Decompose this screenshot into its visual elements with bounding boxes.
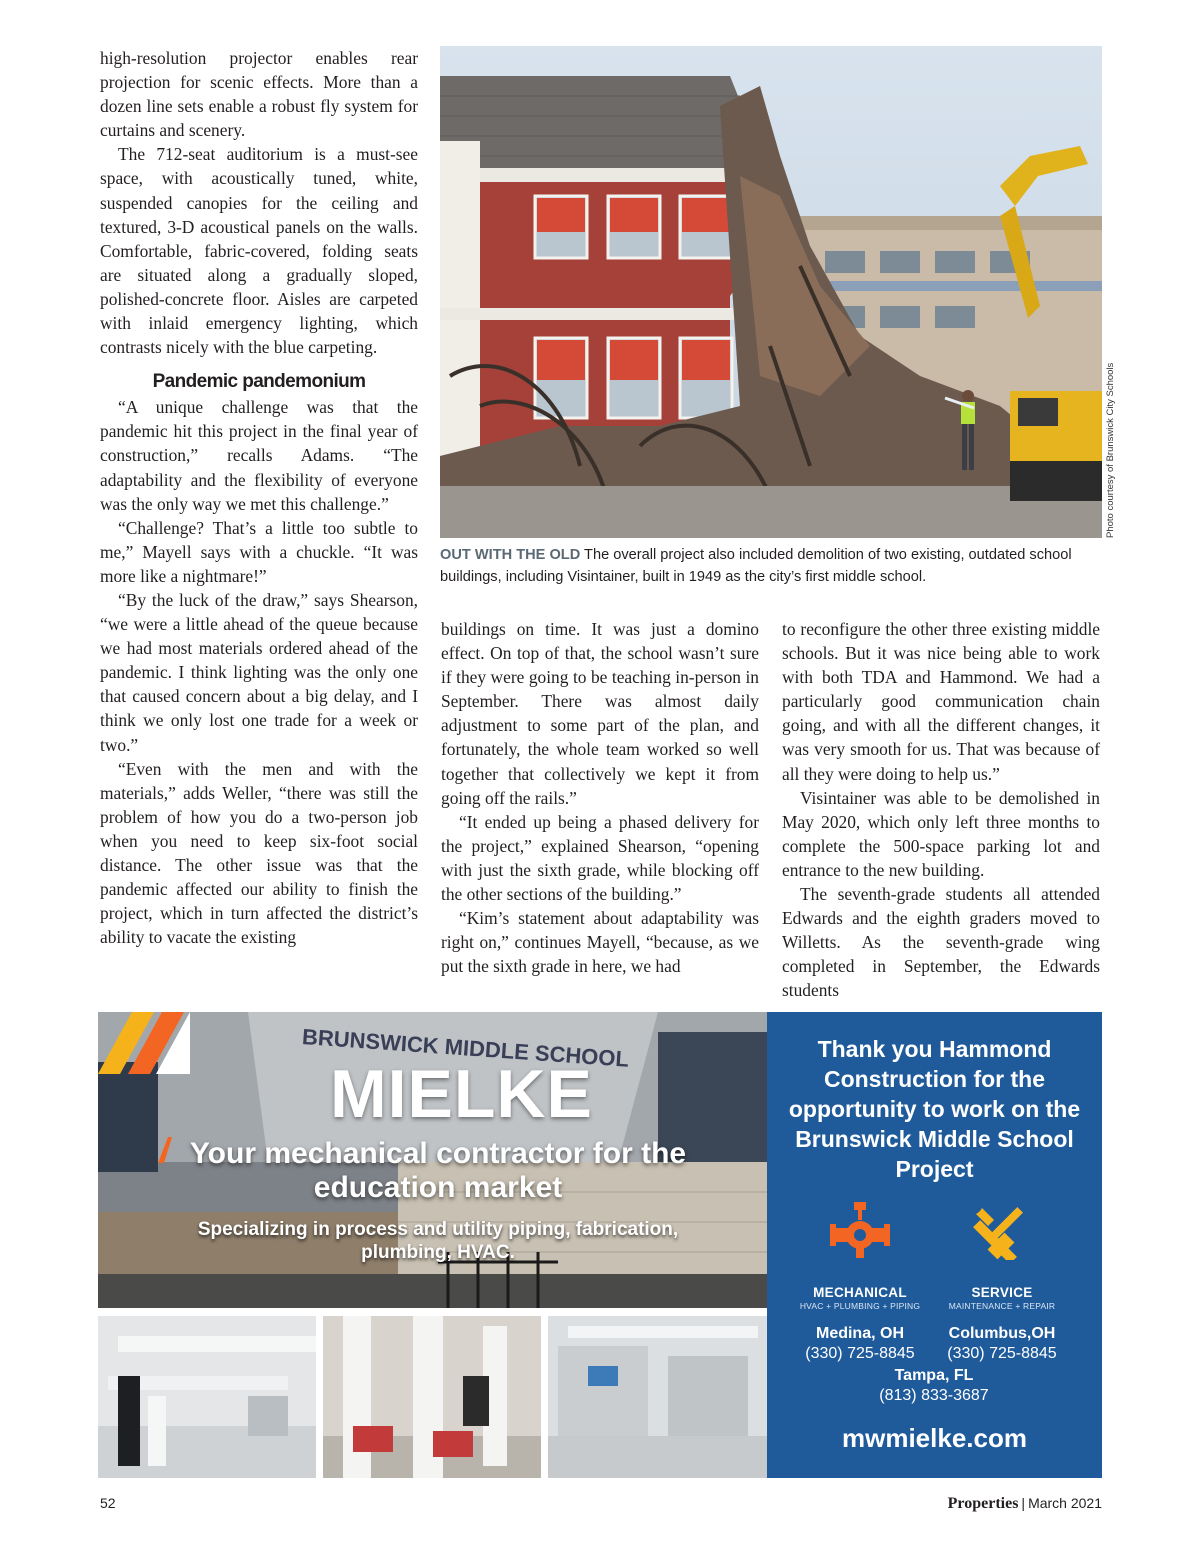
service-repair: [927, 1200, 1077, 1312]
pump-room-illustration: [323, 1316, 541, 1478]
service-mechanical: [785, 1200, 935, 1312]
article-column-3: [782, 617, 1100, 1003]
service-name: MECHANICAL: [813, 1285, 907, 1300]
location-city: Columbus,OH: [948, 1325, 1056, 1342]
paragraph: “By the luck of the draw,” says Shearson, “we were a little ahead of the queue because we had most materials ordered ahead of the pandemic. I think lighting was the only one that caused concern about a big delay, and I think we only lost one trade for a week or two.”: [100, 589, 418, 755]
photo-credit: Photo courtesy of Brunswick City Schools: [1105, 362, 1116, 538]
ad-info-panel: [767, 1012, 1102, 1478]
location-phone: (330) 725-8845: [947, 1345, 1057, 1362]
accent-mark-icon: [158, 1137, 172, 1163]
brand-name: MIELKE: [330, 1056, 593, 1132]
location-phone: (330) 725-8845: [805, 1345, 915, 1362]
ad-hero-image: [98, 1012, 767, 1308]
article-column-1: [100, 46, 418, 949]
ad-tagline: Your mechanical contractor for the education market: [158, 1137, 718, 1205]
paragraph: “Even with the men and with the materials,” adds Weller, “there was still the problem of how you do a two-person job when you need to keep six-foot social distance. The other issue was that the pandemic affected our ability to finish the project, which in turn affected the district’s ability to vacate the existing: [100, 758, 418, 948]
thank-you-message: Thank you Hammond Construction for the opportunity to work on the Brunswick Middle School Project: [788, 1036, 1081, 1182]
paragraph: buildings on time. It was just a domino effect. On top of that, the school wasn’t sure if they were going to be teaching in-person in September. There was almost daily adjustment to some part of the plan, and fortunately, the whole team worked so well together that collectively we kept it from going off the rails.”: [441, 619, 759, 808]
ad-specialty: Specializing in process and utility piping, fabrication, plumbing, HVAC.: [197, 1219, 679, 1263]
service-subtitle: MAINTENANCE + REPAIR: [948, 1301, 1056, 1311]
paragraph: “Kim’s statement about adaptability was right on,” continues Mayell, “because, as we put the sixth grade in here, we had: [441, 908, 759, 977]
demolition-photo: [440, 46, 1102, 538]
footer-separator: |: [1021, 1495, 1026, 1511]
service-subtitle: HVAC + PLUMBING + PIPING: [799, 1301, 921, 1311]
paragraph: “A unique challenge was that the pandemic hit this project in the final year of construction,” recalls Adams. “The adaptability and the flexibility of everyone was the only way we met this challenge.”: [100, 397, 418, 514]
paragraph: The 712-seat auditorium is a must-see space, with acoustically tuned, white, suspended canopies for the ceiling and textured, 3-D acoustical panels on the walls. Comfortable, fabric-covered, folding seats are situated along a gradually sloped, polished-concrete floor. Aisles are carpeted with inlaid emergency lighting, which contrasts nicely with the blue carpeting.: [100, 144, 418, 358]
ad-photo-3: [548, 1316, 767, 1478]
location-columbus: [927, 1324, 1077, 1364]
paragraph: high-resolution projector enables rear projection for scenic effects. More than a dozen line sets enable a robust fly system for curtains and scenery.: [100, 48, 418, 141]
building-sign: BRUNSWICK MIDDLE SCHOOL: [301, 1024, 630, 1072]
location-tampa: [859, 1366, 1009, 1406]
article-column-2: [441, 617, 759, 978]
caption-text: The overall project also included demolition of two existing, outdated school buildings, including Visintainer, built in 1949 as the city’s first middle school.: [440, 547, 1072, 585]
publication-name: Properties: [947, 1495, 1019, 1512]
location-city: Tampa, FL: [894, 1367, 974, 1384]
ad-photo-1: [98, 1316, 316, 1478]
paragraph: “Challenge? That’s a little too subtle to me,” Mayell says with a chuckle. “It was more like a nightmare!”: [100, 517, 418, 586]
paragraph: The seventh-grade students all attended Edwards and the eighth graders moved to Willetts. As the seventh-grade wing completed in September, the Edwards students: [782, 884, 1100, 1001]
paragraph: to reconfigure the other three existing middle schools. But it was nice being able to work with both TDA and Hammond. We had a particularly good communication chain going, and with all the different changes, it was very smooth for us. That was because of all they were doing to help us.”: [782, 619, 1100, 784]
ad-photo-2: [323, 1316, 541, 1478]
section-heading: Pandemic pandemonium: [152, 371, 366, 393]
page-number: 52: [100, 1495, 116, 1511]
location-medina: [785, 1324, 935, 1364]
location-phone: (813) 833-3687: [879, 1387, 989, 1404]
demolition-illustration: [440, 46, 1102, 538]
paragraph: Visintainer was able to be demolished in May 2020, which only left three months to complete the 500-space parking lot and entrance to the new building.: [782, 787, 1100, 880]
hvac-units-illustration: [548, 1316, 767, 1478]
mielke-advertisement: [98, 1012, 1102, 1478]
issue-date: March 2021: [1028, 1495, 1102, 1511]
valve-icon: [830, 1200, 890, 1260]
paragraph: “It ended up being a phased delivery for the project,” explained Shearson, “opening with just the sixth grade, while blocking off the other sections of the building.”: [441, 811, 759, 905]
location-city: Medina, OH: [815, 1325, 904, 1342]
wrench-screwdriver-icon: [972, 1200, 1032, 1260]
mechanical-room-illustration: [98, 1316, 316, 1478]
website-link[interactable]: mwmielke.com: [842, 1423, 1027, 1453]
photo-caption: [440, 545, 1105, 588]
publication-footer: [948, 1493, 1102, 1514]
service-name: SERVICE: [971, 1285, 1033, 1300]
caption-lead: OUT WITH THE OLD: [440, 547, 581, 563]
